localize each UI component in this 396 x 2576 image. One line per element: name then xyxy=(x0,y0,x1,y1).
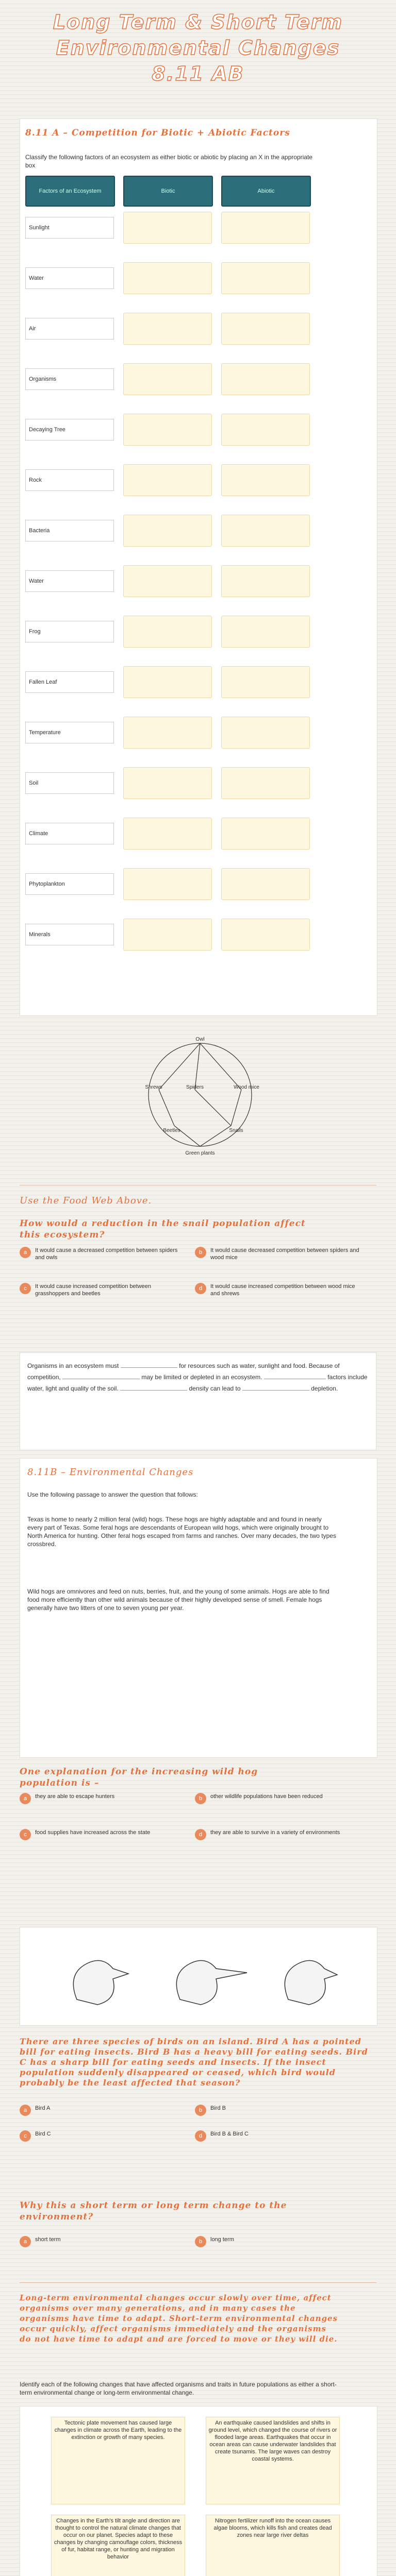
abiotic-drop-box[interactable] xyxy=(221,717,310,749)
option-letter-badge: a xyxy=(20,1247,31,1258)
option-text: food supplies have increased across the state xyxy=(35,1829,151,1836)
header-abiotic: Abiotic xyxy=(221,176,311,207)
factor-label: Temperature xyxy=(25,722,114,743)
abiotic-drop-box[interactable] xyxy=(221,919,310,951)
snail-question-section xyxy=(20,1195,376,1350)
factor-label: Sunlight xyxy=(25,217,114,239)
option-text: they are able to escape hunters xyxy=(35,1793,115,1800)
fb-text-2: for resources such as water, sunlight and food. Because of competition, xyxy=(27,1362,340,1381)
cards-area xyxy=(20,2406,377,2576)
biotic-drop-box[interactable] xyxy=(123,212,212,244)
option-letter-badge: c xyxy=(20,2130,31,2142)
title-line-1: Long Term & Short Term xyxy=(53,11,343,33)
option-text: It would cause decreased competition between spiders and wood mice xyxy=(210,1247,359,1261)
abiotic-drop-box[interactable] xyxy=(221,262,310,294)
biotic-drop-box[interactable] xyxy=(123,767,212,799)
answer-option[interactable] xyxy=(195,1247,360,1261)
node-green-plants: Green plants xyxy=(185,1150,215,1156)
option-letter-badge: d xyxy=(195,1283,206,1294)
bird-question: There are three species of birds on an island. Bird A has a pointed bill for eating insects. Bird B has a heavy bill for eating seeds. Bird C has a sharp bill for eating seeds and insects. If the insect population suddenly disappeared or ceased, which bird would probably be the least affected that season? xyxy=(20,2037,368,2088)
divider xyxy=(20,2282,376,2283)
title-line-2: Environmental Changes xyxy=(56,37,340,59)
factor-label: Minerals xyxy=(25,924,114,945)
fb-text-4: factors include water, light and quality of the soil. xyxy=(27,1374,368,1392)
header-biotic: Biotic xyxy=(123,176,213,207)
biotic-drop-box[interactable] xyxy=(123,313,212,345)
option-text: Bird B xyxy=(210,2105,226,2111)
answer-option[interactable] xyxy=(20,1793,185,1804)
fill-blank-section xyxy=(20,1352,376,1450)
factor-label: Phytoplankton xyxy=(25,873,114,895)
node-wood-mice: Wood mice xyxy=(234,1084,259,1090)
abiotic-drop-box[interactable] xyxy=(221,767,310,799)
option-letter-badge: d xyxy=(195,1829,206,1840)
option-letter-badge: a xyxy=(20,1793,31,1804)
food-web-heading: Use the Food Web Above. xyxy=(20,1195,152,1206)
instructions: Classify the following factors of an ecosystem as either biotic or abiotic by placing an X in the appropriate box xyxy=(25,154,312,169)
abiotic-drop-box[interactable] xyxy=(221,818,310,850)
abiotic-drop-box[interactable] xyxy=(221,515,310,547)
classification-grid xyxy=(25,176,371,979)
option-letter-badge: a xyxy=(20,2105,31,2116)
biotic-drop-box[interactable] xyxy=(123,262,212,294)
abiotic-drop-box[interactable] xyxy=(221,868,310,900)
option-letter-badge: b xyxy=(195,1247,206,1258)
blank-4[interactable] xyxy=(120,1390,187,1391)
biotic-drop-box[interactable] xyxy=(123,565,212,597)
option-text: other wildlife populations have been reduced xyxy=(210,1793,323,1800)
biotic-drop-box[interactable] xyxy=(123,515,212,547)
option-letter-badge: c xyxy=(20,1829,31,1840)
biotic-drop-box[interactable] xyxy=(123,666,212,698)
classify-instructions: Identify each of the following changes that have affected organisms and traits in future populations as either a short-term environmental change or long-term environmental change. xyxy=(20,2381,337,2396)
node-shrews: Shrews xyxy=(145,1084,162,1090)
abiotic-drop-box[interactable] xyxy=(221,363,310,395)
option-letter-badge: b xyxy=(195,1793,206,1804)
option-letter-badge: c xyxy=(20,1283,31,1294)
classify-section xyxy=(20,2293,376,2576)
passage-1: Texas is home to nearly 2 million feral (wild) hogs. These hogs are highly adaptable and and found in nearly every part of Texas. Some feral hogs are descendants of European wild hogs, which were originally brought to North America for hunting. Other feral hogs escaped from farms and ranches. Over many decades, the two types crossbred. xyxy=(27,1516,336,1548)
birds-image xyxy=(20,1927,377,2026)
option-text: It would cause a decreased competition between spiders and owls xyxy=(35,1247,178,1261)
factor-label: Frog xyxy=(25,621,114,642)
bird-a-icon xyxy=(73,1960,128,2005)
answer-option[interactable] xyxy=(195,2130,360,2142)
fb-text-1: Organisms in an ecosystem must xyxy=(27,1362,119,1369)
option-letter-badge: d xyxy=(195,2130,206,2142)
factor-label: Air xyxy=(25,318,114,340)
node-spiders: Spiders xyxy=(186,1084,204,1090)
answer-option[interactable] xyxy=(20,2105,185,2116)
term-question-section xyxy=(20,2200,376,2272)
blank-1[interactable] xyxy=(121,1367,177,1368)
change-card[interactable]: Tectonic plate movement has caused large changes in climate across the Earth, leading to the extinction or growth of many species. xyxy=(51,2417,185,2504)
bird-c-icon xyxy=(285,1960,337,2005)
factor-label: Water xyxy=(25,570,114,592)
answer-option[interactable] xyxy=(195,1793,360,1804)
change-card[interactable]: Changes in the Earth's tilt angle and direction are thought to control the natural climate changes that occur on our planet. Species adapt to these changes by changing camouflage colors, thickness of fur, habitat range, or hunting and migration behavior xyxy=(51,2515,185,2576)
factor-label: Decaying Tree xyxy=(25,419,114,440)
classify-heading: Long-term environmental changes occur slowly over time, affect organisms over many generations, and in many cases the organisms have time to adapt. Short-term environmental changes occur quickly, affect organisms immediately and the organisms do not have time to adapt and are forced to move or they will die. xyxy=(20,2293,338,2344)
answer-option[interactable] xyxy=(195,1829,360,1840)
snail-question: How would a reduction in the snail population affect this ecosystem? xyxy=(20,1218,306,1240)
comp-heading: 8.11B – Environmental Changes xyxy=(27,1467,194,1478)
option-text: short term xyxy=(35,2236,61,2243)
term-question: Why this a short term or long term change to the environment? xyxy=(20,2200,287,2222)
answer-option[interactable] xyxy=(20,2236,185,2247)
food-web-diagram xyxy=(20,1023,376,1172)
biotic-drop-box[interactable] xyxy=(123,464,212,496)
answer-option[interactable] xyxy=(195,1283,360,1297)
header-factors: Factors of an Ecosystem xyxy=(25,176,115,207)
biotic-drop-box[interactable] xyxy=(123,414,212,446)
birds-illustration xyxy=(20,1927,377,2025)
factor-label: Bacteria xyxy=(25,520,114,541)
fb-text-6: depletion. xyxy=(311,1385,338,1392)
food-web-section xyxy=(20,1023,376,1177)
option-letter-badge: a xyxy=(20,2236,31,2247)
option-letter-badge: b xyxy=(195,2236,206,2247)
option-letter-badge: b xyxy=(195,2105,206,2116)
option-text: Bird B & Bird C xyxy=(210,2131,249,2137)
answer-option[interactable] xyxy=(195,2105,360,2116)
abiotic-drop-box[interactable] xyxy=(221,666,310,698)
factor-label: Rock xyxy=(25,469,114,491)
blank-5[interactable] xyxy=(242,1390,309,1391)
fb-text-5: density can lead to xyxy=(189,1385,241,1392)
change-card[interactable]: An earthquake caused landslides and shifts in ground level, which changed the course of rivers or flooded large areas. Earthquakes that occur in ocean areas can cause underwater landslides that create tsunamis. The large waves can destroy coastal systems. xyxy=(206,2417,340,2504)
node-snails: Snails xyxy=(229,1128,243,1133)
title-line-3: 8.11 AB xyxy=(152,62,244,85)
biotic-drop-box[interactable] xyxy=(123,818,212,850)
option-text: Bird C xyxy=(35,2131,51,2137)
factor-label: Organisms xyxy=(25,368,114,390)
abiotic-drop-box[interactable] xyxy=(221,464,310,496)
abiotic-drop-box[interactable] xyxy=(221,414,310,446)
factor-label: Climate xyxy=(25,823,114,844)
biotic-drop-box[interactable] xyxy=(123,717,212,749)
option-text: Bird A xyxy=(35,2105,51,2111)
section-heading: 8.11 A – Competition for Biotic + Abiotic Factors xyxy=(25,128,290,138)
node-beetles: Beetles xyxy=(163,1128,180,1133)
abiotic-drop-box[interactable] xyxy=(221,313,310,345)
answer-option[interactable] xyxy=(20,2130,185,2142)
answer-option[interactable] xyxy=(20,1829,185,1840)
biotic-abiotic-section xyxy=(20,118,377,1016)
abiotic-drop-box[interactable] xyxy=(221,616,310,648)
node-owl: Owl xyxy=(195,1037,205,1042)
biotic-drop-box[interactable] xyxy=(123,363,212,395)
option-text: It would cause increased competition between grasshoppers and beetles xyxy=(35,1283,152,1297)
bird-b-icon xyxy=(176,1960,247,2005)
passage-2: Wild hogs are omnivores and feed on nuts, berries, fruit, and the young of some animals. Hogs are able to find food more efficiently than other wild animals because of their highly developed sense of smell. Female hogs generally have two litters of one to seven young per year. xyxy=(27,1588,329,1612)
abiotic-drop-box[interactable] xyxy=(221,565,310,597)
bird-question-section xyxy=(20,2032,376,2187)
factor-label: Fallen Leaf xyxy=(25,671,114,693)
biotic-drop-box[interactable] xyxy=(123,919,212,951)
hog-question: One explanation for the increasing wild hog population is – xyxy=(20,1767,258,1788)
fb-text-3: may be limited or depleted in an ecosystem. xyxy=(141,1374,262,1381)
answer-option[interactable] xyxy=(20,1247,185,1261)
answer-option[interactable] xyxy=(20,1283,185,1297)
answer-option[interactable] xyxy=(195,2236,360,2247)
fill-blank-paragraph xyxy=(27,1360,369,1394)
abiotic-drop-box[interactable] xyxy=(221,212,310,244)
option-text: long term xyxy=(210,2236,234,2243)
change-card[interactable]: Nitrogen fertilizer runoff into the ocean causes algae blooms, which kills fish and creates dead zones near large river deltas xyxy=(206,2515,340,2576)
environmental-changes-section xyxy=(20,1458,377,1758)
hog-question-section xyxy=(20,1762,376,1917)
comp-intro: Use the following passage to answer the question that follows: xyxy=(27,1491,198,1498)
biotic-drop-box[interactable] xyxy=(123,616,212,648)
option-text: they are able to survive in a variety of environments xyxy=(210,1829,340,1836)
factor-label: Soil xyxy=(25,772,114,794)
option-text: It would cause increased competition between wood mice and shrews xyxy=(210,1283,355,1297)
biotic-drop-box[interactable] xyxy=(123,868,212,900)
page-title xyxy=(21,0,375,87)
factor-label: Water xyxy=(25,267,114,289)
